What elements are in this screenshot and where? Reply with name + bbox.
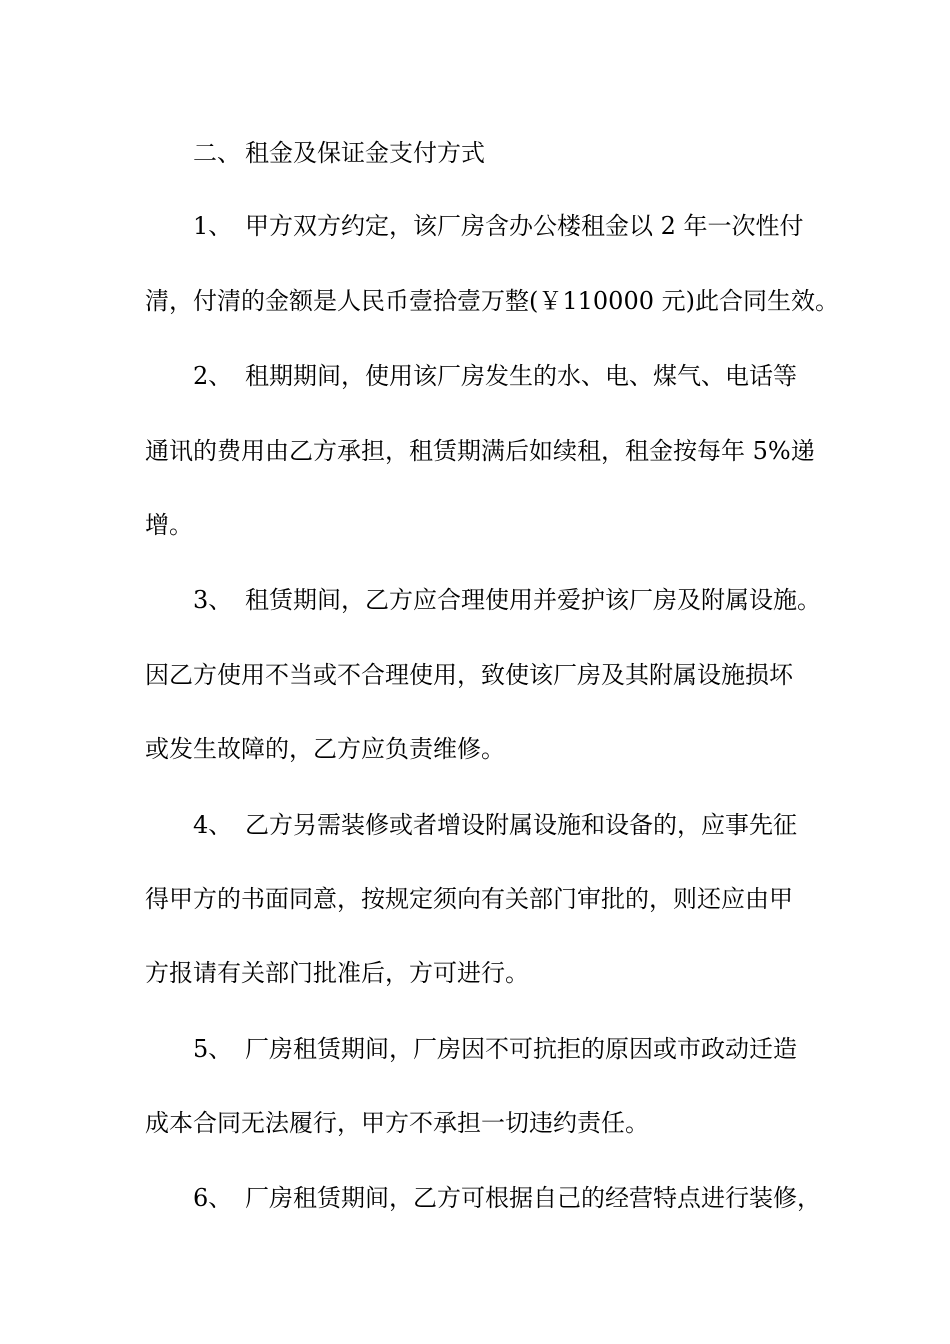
clause-5-first-line (193, 1034, 797, 1064)
clause-3-continuation: 因乙方使用不当或不合理使用，致使该厂房及其附属设施损坏 (145, 661, 793, 689)
clause-2-continuation: 增。 (145, 511, 193, 539)
clause-5-text: 厂房租赁期间，厂房因不可抗拒的原因或市政动迁造 (245, 1035, 797, 1063)
clause-1-number: 1、 (193, 212, 233, 240)
clause-4-number: 4、 (193, 811, 233, 839)
clause-1-continuation: 清，付清的金额是人民币壹拾壹万整(￥110000 元)此合同生效。 (145, 287, 839, 315)
section-title: 租金及保证金支付方式 (245, 139, 485, 167)
clause-5-number: 5、 (193, 1035, 233, 1063)
clause-6-number: 6、 (193, 1184, 233, 1212)
clause-3-number: 3、 (193, 586, 233, 614)
clause-4-text: 乙方另需装修或者增设附属设施和设备的，应事先征 (245, 811, 797, 839)
clause-2-continuation: 通讯的费用由乙方承担，租赁期满后如续租，租金按每年 5%递 (145, 437, 815, 465)
clause-2-number: 2、 (193, 362, 233, 390)
clause-5-continuation: 成本合同无法履行，甲方不承担一切违约责任。 (145, 1109, 649, 1137)
clause-6-first-line (193, 1183, 821, 1213)
clause-2-text: 租期期间，使用该厂房发生的水、电、煤气、电话等 (245, 362, 797, 390)
clause-1-text: 甲方双方约定，该厂房含办公楼租金以 2 年一次性付 (245, 212, 804, 240)
clause-3-continuation: 或发生故障的，乙方应负责维修。 (145, 735, 505, 763)
clause-6-text: 厂房租赁期间，乙方可根据自己的经营特点进行装修， (245, 1184, 821, 1212)
clause-3-first-line (193, 585, 821, 615)
clause-3-text: 租赁期间，乙方应合理使用并爱护该厂房及附属设施。 (245, 586, 821, 614)
clause-4-continuation: 得甲方的书面同意，按规定须向有关部门审批的，则还应由甲 (145, 885, 793, 913)
clause-2-first-line (193, 361, 797, 391)
clause-1-first-line (193, 211, 804, 241)
clause-4-first-line (193, 810, 797, 840)
clause-4-continuation: 方报请有关部门批准后，方可进行。 (145, 959, 529, 987)
section-number: 二、 (193, 139, 241, 167)
section-heading (193, 138, 485, 168)
